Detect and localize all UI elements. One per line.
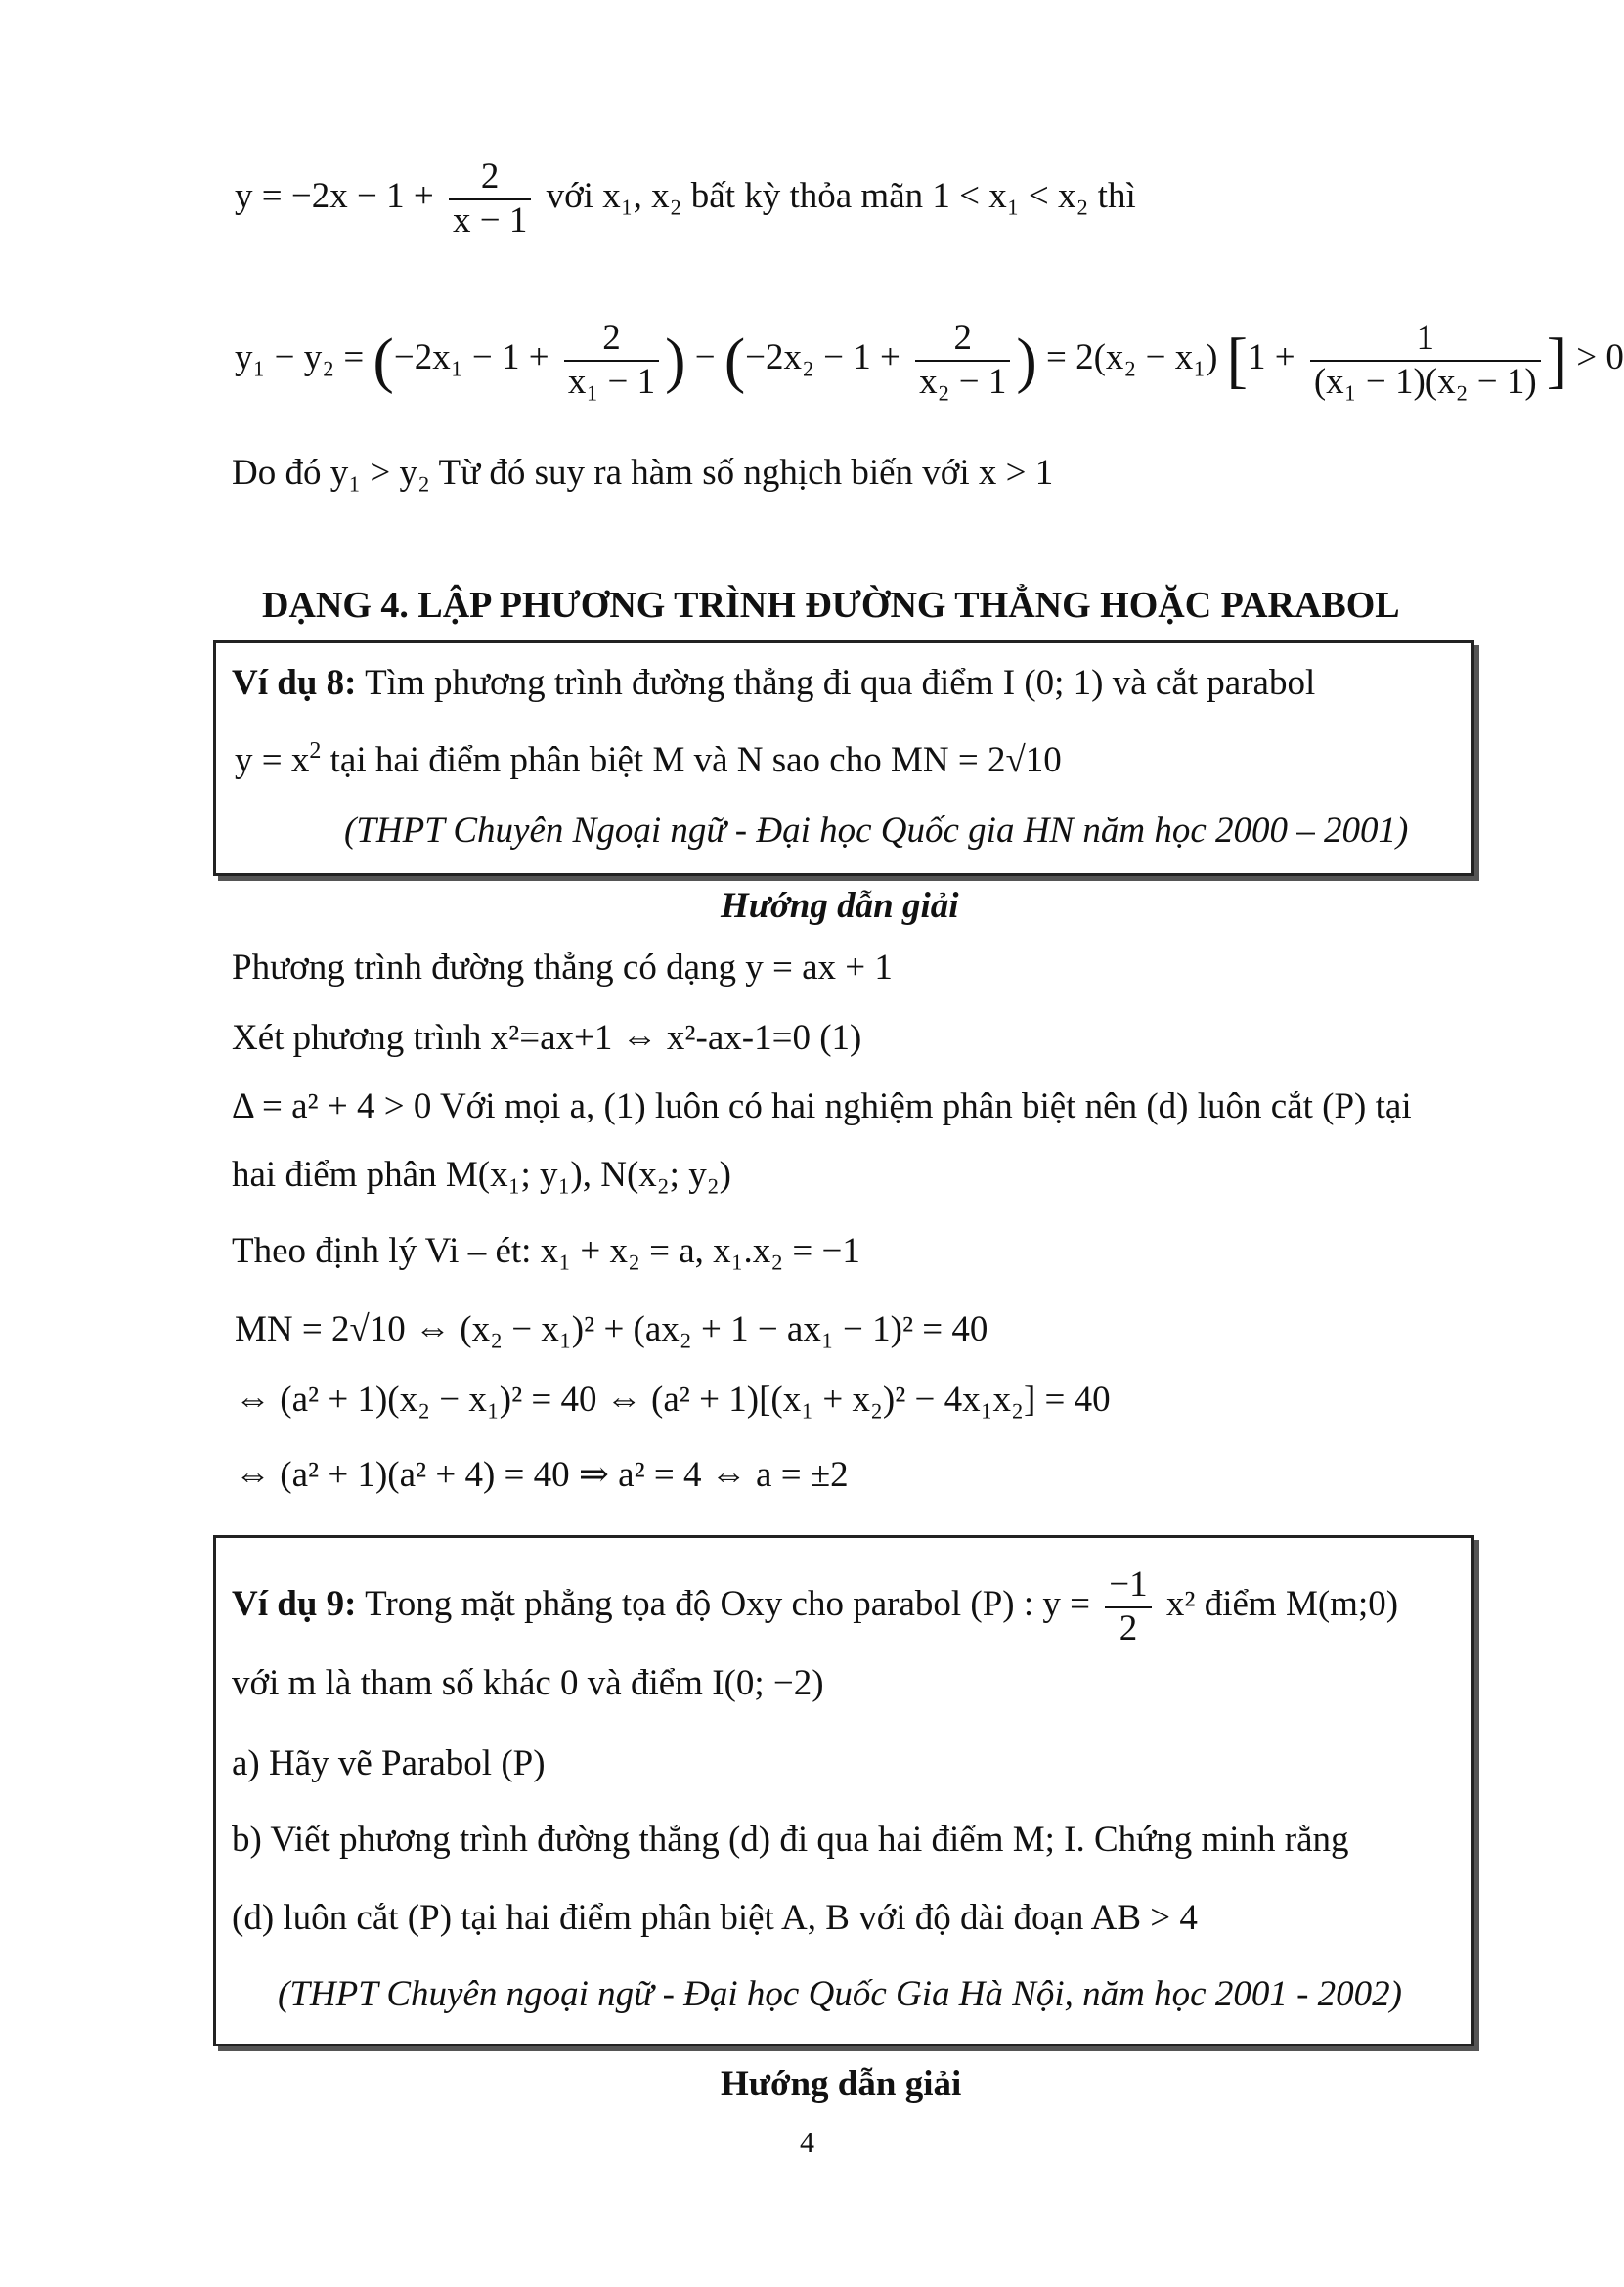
example-9-line2: với m là tham số khác 0 và điểm I(0; −2) <box>232 1663 824 1703</box>
solution-8-line8: ⇔ (a² + 1)(a² + 4) = 40 ⇒ a² = 4 ⇔ a = ±2 <box>235 1455 849 1495</box>
example-8-label: Ví dụ 8: <box>232 663 357 703</box>
solution-8-line4: hai điểm phân M(x₁; y₁), N(x₂; y₂) <box>232 1155 731 1195</box>
fraction: $\frac{1}{\text{(x₁ − 1)(x₂ − 1)}}$ <box>1310 318 1541 403</box>
fraction: $\frac{2}{\text{x₂ − 1}}$ <box>915 318 1010 403</box>
example-9-line1: Ví dụ 9: Trong mặt phẳng tọa độ Oxy cho parabol (P) : y = $\frac{-1}{2}$ x² điểm M(m;0) <box>232 1564 1399 1649</box>
example-8-source: (THPT Chuyên Ngoại ngữ - Đại học Quốc gia HN năm học 2000 – 2001) <box>344 811 1409 851</box>
solution-8-line1: Phương trình đường thẳng có dạng y = ax + 1 <box>232 947 893 988</box>
page-number: 4 <box>800 2127 814 2159</box>
conclusion-line: Do đó y₁ > y₂ Từ đó suy ra hàm số nghịch biến với x > 1 <box>232 453 1054 493</box>
example-8-line1: Ví dụ 8: Tìm phương trình đường thẳng đi qua điểm I (0; 1) và cắt parabol <box>232 663 1316 703</box>
solution-9-heading: Hướng dẫn giải <box>721 2064 962 2104</box>
function-definition-line: y = −2x − 1 + $\frac{2}{x - 1}$ với x₁, x₂ bất kỳ thỏa mãn 1 < x₁ < x₂ thì <box>235 156 1136 241</box>
solution-8-line2: Xét phương trình x²=ax+1 ⇔ x²-ax-1=0 (1) <box>232 1018 862 1058</box>
example-9-part-a: a) Hãy vẽ Parabol (P) <box>232 1743 546 1783</box>
section-title: DẠNG 4. LẬP PHƯƠNG TRÌNH ĐƯỜNG THẲNG HOẶC PARABOL <box>262 585 1400 626</box>
solution-8-line5: Theo định lý Vi – ét: x₁ + x₂ = a, x₁.x₂ = −1 <box>232 1231 860 1271</box>
function-lhs: y = −2x − 1 + <box>235 176 434 217</box>
example-9-part-b-line1: b) Viết phương trình đường thẳng (d) đi qua hai điểm M; I. Chứng minh rằng <box>232 1820 1349 1860</box>
solution-8-line3: Δ = a² + 4 > 0 Với mọi a, (1) luôn có hai nghiệm phân biệt nên (d) luôn cắt (P) tại <box>232 1086 1412 1126</box>
example-9-part-b-line2: (d) luôn cắt (P) tại hai điểm phân biệt A, B với độ dài đoạn AB > 4 <box>232 1898 1198 1938</box>
solution-8-line6: MN = 2√10 ⇔ (x₂ − x₁)² + (ax₂ + 1 − ax₁ − 1)² = 40 <box>235 1309 988 1349</box>
fraction: $\frac{-1}{2}$ <box>1105 1564 1151 1649</box>
example-8-line2: $y = x^2$ tại hai điểm phân biệt M và N sao cho MN = 2√10 <box>235 738 1062 780</box>
fraction: $\frac{2}{x - 1}$ <box>449 156 531 242</box>
difference-equation-line: y₁ − y₂ = (−2x₁ − 1 + $\frac{2}{\text{x₁ − 1}}$ ) − (−2x₂ − 1 + $\frac{2}{\text{x₂ − 1}}$ ) = 2(x₂ − x₁) [1 + $\frac{1}{\text{(x₁ − 1)(x₂ − 1)}}$ ] > 0 <box>235 318 1624 402</box>
example-9-source: (THPT Chuyên ngoại ngữ - Đại học Quốc Gia Hà Nội, năm học 2001 - 2002) <box>278 1974 1402 2014</box>
example-9-label: Ví dụ 9: <box>232 1584 357 1625</box>
solution-8-line7: ⇔ (a² + 1)(x₂ − x₁)² = 40 ⇔ (a² + 1)[(x₁ + x₂)² − 4x₁x₂] = 40 <box>235 1380 1111 1420</box>
fraction: $\frac{2}{\text{x₁ − 1}}$ <box>564 318 659 403</box>
solution-8-heading: Hướng dẫn giải <box>721 886 959 926</box>
